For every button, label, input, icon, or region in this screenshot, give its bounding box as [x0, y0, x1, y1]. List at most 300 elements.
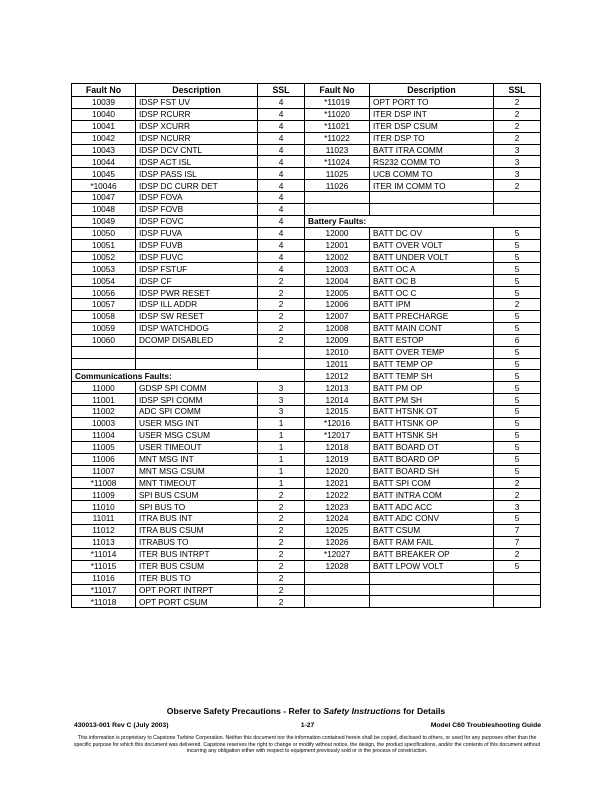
ssl-cell: 5	[494, 382, 541, 394]
fault-no-cell: 12028	[305, 560, 370, 572]
proprietary-notice: This information is proprietary to Capstone Turbine Corporation. Neither this document nor the information contained herein shall be copied, disclosed to others, or used for any purposes other than the specific purpose for which this document was delivered. Capstone reserves the right to change or modify without notice, the design, the product specifications, and/or the contents of this document without incurring any obligation either with respect to equipment previously sold or in the process of construction.	[73, 735, 541, 754]
ssl-cell: 4	[258, 132, 305, 144]
table-row	[72, 299, 541, 311]
ssl-cell: 4	[258, 97, 305, 109]
fault-no-cell: 11012	[72, 525, 136, 537]
ssl-cell	[258, 358, 305, 370]
fault-no-cell: 12025	[305, 525, 370, 537]
description-cell: IDSP CF	[136, 275, 258, 287]
page-number: 1-27	[300, 722, 315, 729]
description-cell: BATT BREAKER OP	[370, 548, 494, 560]
description-cell: IDSP FOVA	[136, 192, 258, 204]
ssl-cell	[258, 346, 305, 358]
fault-no-cell: *11015	[72, 560, 136, 572]
fault-no-cell: *12016	[305, 418, 370, 430]
ssl-cell: 5	[494, 406, 541, 418]
fault-no-cell: 12007	[305, 311, 370, 323]
fault-no-cell: 12024	[305, 513, 370, 525]
ssl-cell: 2	[258, 536, 305, 548]
description-cell: IDSP SW RESET	[136, 311, 258, 323]
fault-no-cell: *11024	[305, 156, 370, 168]
table-row	[72, 156, 541, 168]
description-cell	[136, 358, 258, 370]
ssl-cell: 5	[494, 453, 541, 465]
ssl-cell: 5	[494, 311, 541, 323]
description-cell: BATT SPI COM	[370, 477, 494, 489]
table-row	[72, 536, 541, 548]
ssl-cell: 2	[258, 548, 305, 560]
table-row	[72, 370, 541, 382]
description-cell: IDSP RCURR	[136, 108, 258, 120]
fault-no-cell: *11017	[72, 584, 136, 596]
fault-no-cell: 11002	[72, 406, 136, 418]
ssl-cell: 5	[494, 251, 541, 263]
description-cell: IDSP FSTUF	[136, 263, 258, 275]
table-body	[72, 97, 541, 608]
fault-no-cell: 10056	[72, 287, 136, 299]
ssl-cell: 2	[258, 275, 305, 287]
description-cell: GDSP SPI COMM	[136, 382, 258, 394]
description-cell: BATT RAM FAIL	[370, 536, 494, 548]
description-cell	[370, 192, 494, 204]
ssl-cell: 2	[258, 525, 305, 537]
description-cell: ADC SPI COMM	[136, 406, 258, 418]
fault-no-cell: 11026	[305, 180, 370, 192]
ssl-cell	[494, 584, 541, 596]
description-cell: SPI BUS TO	[136, 501, 258, 513]
fault-no-cell: 10003	[72, 418, 136, 430]
fault-no-cell: 12018	[305, 441, 370, 453]
description-cell	[370, 596, 494, 608]
description-cell: BATT INTRA COM	[370, 489, 494, 501]
table-row	[72, 180, 541, 192]
description-cell: BATT MAIN CONT	[370, 322, 494, 334]
description-cell: BATT ADC CONV	[370, 513, 494, 525]
fault-no-cell: 12014	[305, 394, 370, 406]
table-row	[72, 572, 541, 584]
description-cell: IDSP DCV CNTL	[136, 144, 258, 156]
ssl-cell: 3	[494, 501, 541, 513]
ssl-cell: 2	[494, 132, 541, 144]
guide-title: Model C60 Troubleshooting Guide	[430, 722, 541, 729]
fault-code-table	[71, 83, 541, 608]
table-row	[72, 596, 541, 608]
description-cell: IDSP WATCHDOG	[136, 322, 258, 334]
fault-no-cell: 10040	[72, 108, 136, 120]
ssl-cell: 5	[494, 239, 541, 251]
description-cell: BATT UNDER VOLT	[370, 251, 494, 263]
ssl-cell: 5	[494, 429, 541, 441]
ssl-cell: 5	[494, 287, 541, 299]
header-fault-no: Fault No	[305, 84, 370, 97]
table-row	[72, 204, 541, 216]
fault-no-cell: 10049	[72, 215, 136, 227]
description-cell: ITRA BUS INT	[136, 513, 258, 525]
ssl-cell: 4	[258, 251, 305, 263]
fault-no-cell: 12019	[305, 453, 370, 465]
ssl-cell	[494, 204, 541, 216]
description-cell: ITER BUS INTRPT	[136, 548, 258, 560]
ssl-cell: 5	[494, 227, 541, 239]
ssl-cell: 3	[494, 156, 541, 168]
ssl-cell: 2	[258, 311, 305, 323]
fault-no-cell: 11005	[72, 441, 136, 453]
table-row	[72, 322, 541, 334]
safety-instructions-ref: Safety Instructions	[323, 706, 401, 716]
table-row	[72, 382, 541, 394]
table-row	[72, 406, 541, 418]
ssl-cell: 2	[258, 513, 305, 525]
fault-no-cell: 12011	[305, 358, 370, 370]
fault-no-cell: 12012	[305, 370, 370, 382]
table-row	[72, 132, 541, 144]
description-cell: IDSP ILL ADDR	[136, 299, 258, 311]
ssl-cell: 5	[494, 465, 541, 477]
table-row	[72, 358, 541, 370]
table-row	[72, 513, 541, 525]
fault-no-cell: 11004	[72, 429, 136, 441]
ssl-cell: 5	[494, 513, 541, 525]
description-cell: BATT OVER TEMP	[370, 346, 494, 358]
table-row	[72, 346, 541, 358]
table-row	[72, 287, 541, 299]
fault-no-cell	[72, 358, 136, 370]
ssl-cell: 4	[258, 192, 305, 204]
description-cell: BATT ADC ACC	[370, 501, 494, 513]
description-cell: USER MSG INT	[136, 418, 258, 430]
table-row	[72, 429, 541, 441]
fault-no-cell: 11010	[72, 501, 136, 513]
ssl-cell: 2	[258, 572, 305, 584]
description-cell: BATT HTSNK OP	[370, 418, 494, 430]
description-cell: BATT OVER VOLT	[370, 239, 494, 251]
description-cell: IDSP FOVB	[136, 204, 258, 216]
ssl-cell: 7	[494, 525, 541, 537]
ssl-cell: 3	[258, 394, 305, 406]
fault-no-cell: 12013	[305, 382, 370, 394]
fault-no-cell: 10058	[72, 311, 136, 323]
description-cell: ITER DSP TO	[370, 132, 494, 144]
ssl-cell: 2	[258, 299, 305, 311]
table-row	[72, 227, 541, 239]
fault-no-cell: 11001	[72, 394, 136, 406]
safety-note	[0, 706, 612, 716]
fault-no-cell: 12002	[305, 251, 370, 263]
ssl-cell: 5	[494, 560, 541, 572]
table-row	[72, 239, 541, 251]
description-cell: BATT BOARD OT	[370, 441, 494, 453]
ssl-cell: 4	[258, 120, 305, 132]
description-cell	[370, 584, 494, 596]
table-row	[72, 263, 541, 275]
fault-no-cell: 10057	[72, 299, 136, 311]
fault-no-cell: 12015	[305, 406, 370, 418]
description-cell: BATT PM SH	[370, 394, 494, 406]
table-row	[72, 465, 541, 477]
description-cell: OPT PORT INTRPT	[136, 584, 258, 596]
fault-no-cell: 11000	[72, 382, 136, 394]
safety-note-tail: for Details	[400, 706, 446, 716]
ssl-cell: 2	[258, 322, 305, 334]
document-id: 430013-001 Rev C (July 2003)	[74, 722, 169, 729]
ssl-cell: 2	[258, 501, 305, 513]
fault-no-cell	[305, 192, 370, 204]
description-cell: OPT PORT CSUM	[136, 596, 258, 608]
ssl-cell: 4	[258, 168, 305, 180]
ssl-cell: 5	[494, 322, 541, 334]
table-row	[72, 501, 541, 513]
description-cell: BATT IPM	[370, 299, 494, 311]
fault-no-cell: 12005	[305, 287, 370, 299]
fault-no-cell: 11013	[72, 536, 136, 548]
table-row	[72, 489, 541, 501]
fault-no-cell: 11009	[72, 489, 136, 501]
description-cell: ITER DSP INT	[370, 108, 494, 120]
fault-no-cell: 10053	[72, 263, 136, 275]
description-cell: ITER IM COMM TO	[370, 180, 494, 192]
ssl-cell: 7	[494, 536, 541, 548]
fault-no-cell: 12026	[305, 536, 370, 548]
table-row	[72, 453, 541, 465]
header-description: Description	[136, 84, 258, 97]
fault-no-cell: 12010	[305, 346, 370, 358]
fault-no-cell: 10045	[72, 168, 136, 180]
description-cell: BATT HTSNK OT	[370, 406, 494, 418]
description-cell: BATT PRECHARGE	[370, 311, 494, 323]
ssl-cell: 2	[494, 120, 541, 132]
header-ssl: SSL	[258, 84, 305, 97]
fault-no-cell: 10039	[72, 97, 136, 109]
fault-no-cell: *11008	[72, 477, 136, 489]
description-cell: BATT HTSNK SH	[370, 429, 494, 441]
description-cell: DCOMP DISABLED	[136, 334, 258, 346]
fault-no-cell: *12027	[305, 548, 370, 560]
fault-no-cell: *10046	[72, 180, 136, 192]
description-cell: SPI BUS CSUM	[136, 489, 258, 501]
table-row	[72, 477, 541, 489]
ssl-cell: 2	[494, 299, 541, 311]
ssl-cell: 1	[258, 429, 305, 441]
fault-no-cell	[305, 572, 370, 584]
fault-no-cell: 12009	[305, 334, 370, 346]
description-cell: RS232 COMM TO	[370, 156, 494, 168]
table-row	[72, 215, 541, 227]
ssl-cell: 1	[258, 418, 305, 430]
ssl-cell: 2	[258, 584, 305, 596]
description-cell: BATT OC A	[370, 263, 494, 275]
fault-no-cell: 12022	[305, 489, 370, 501]
fault-no-cell: 10041	[72, 120, 136, 132]
table-header-row	[72, 84, 541, 97]
description-cell: IDSP PASS ISL	[136, 168, 258, 180]
description-cell: IDSP FUVA	[136, 227, 258, 239]
ssl-cell: 6	[494, 334, 541, 346]
table-row	[72, 120, 541, 132]
header-fault-no: Fault No	[72, 84, 136, 97]
ssl-cell: 5	[494, 358, 541, 370]
description-cell: IDSP NCURR	[136, 132, 258, 144]
header-ssl: SSL	[494, 84, 541, 97]
ssl-cell: 1	[258, 441, 305, 453]
description-cell: IDSP FOVC	[136, 215, 258, 227]
description-cell: IDSP DC CURR DET	[136, 180, 258, 192]
ssl-cell: 3	[258, 382, 305, 394]
ssl-cell: 3	[494, 144, 541, 156]
fault-no-cell: 10047	[72, 192, 136, 204]
table-row	[72, 108, 541, 120]
description-cell	[136, 346, 258, 358]
ssl-cell: 2	[494, 108, 541, 120]
fault-no-cell	[72, 346, 136, 358]
table-row	[72, 97, 541, 109]
ssl-cell: 5	[494, 263, 541, 275]
table-row	[72, 560, 541, 572]
ssl-cell: 5	[494, 346, 541, 358]
fault-no-cell: 11011	[72, 513, 136, 525]
fault-no-cell: 10048	[72, 204, 136, 216]
description-cell: USER TIMEOUT	[136, 441, 258, 453]
description-cell: BATT LPOW VOLT	[370, 560, 494, 572]
ssl-cell: 4	[258, 239, 305, 251]
fault-no-cell: 10060	[72, 334, 136, 346]
ssl-cell: 4	[258, 227, 305, 239]
description-cell: ITRA BUS CSUM	[136, 525, 258, 537]
description-cell: IDSP FUVC	[136, 251, 258, 263]
fault-no-cell: 12004	[305, 275, 370, 287]
description-cell: BATT ESTOP	[370, 334, 494, 346]
description-cell: IDSP ACT ISL	[136, 156, 258, 168]
fault-no-cell	[305, 584, 370, 596]
description-cell: BATT CSUM	[370, 525, 494, 537]
ssl-cell	[494, 596, 541, 608]
fault-no-cell: *11014	[72, 548, 136, 560]
description-cell	[370, 204, 494, 216]
table-row	[72, 168, 541, 180]
description-cell: MNT MSG INT	[136, 453, 258, 465]
fault-no-cell: 11006	[72, 453, 136, 465]
fault-no-cell: 12020	[305, 465, 370, 477]
fault-no-cell: 10044	[72, 156, 136, 168]
description-cell: UCB COMM TO	[370, 168, 494, 180]
description-cell: BATT TEMP OP	[370, 358, 494, 370]
description-cell: ITRABUS TO	[136, 536, 258, 548]
ssl-cell: 2	[494, 97, 541, 109]
ssl-cell: 2	[494, 180, 541, 192]
description-cell: IDSP PWR RESET	[136, 287, 258, 299]
description-cell: USER MSG CSUM	[136, 429, 258, 441]
ssl-cell: 2	[494, 548, 541, 560]
description-cell: BATT PM OP	[370, 382, 494, 394]
fault-no-cell: 10059	[72, 322, 136, 334]
description-cell: IDSP FST UV	[136, 97, 258, 109]
ssl-cell: 2	[258, 560, 305, 572]
table-row	[72, 441, 541, 453]
fault-no-cell	[305, 596, 370, 608]
fault-no-cell: 10050	[72, 227, 136, 239]
ssl-cell: 1	[258, 477, 305, 489]
fault-no-cell: 12000	[305, 227, 370, 239]
ssl-cell: 4	[258, 108, 305, 120]
ssl-cell: 2	[258, 489, 305, 501]
fault-no-cell: *11022	[305, 132, 370, 144]
ssl-cell: 2	[258, 334, 305, 346]
ssl-cell: 2	[494, 489, 541, 501]
table-row	[72, 525, 541, 537]
description-cell: IDSP FUVB	[136, 239, 258, 251]
fault-no-cell: 11007	[72, 465, 136, 477]
description-cell: ITER BUS CSUM	[136, 560, 258, 572]
ssl-cell: 3	[258, 406, 305, 418]
header-description: Description	[370, 84, 494, 97]
fault-no-cell: 11023	[305, 144, 370, 156]
fault-no-cell: 12023	[305, 501, 370, 513]
table-row	[72, 334, 541, 346]
ssl-cell: 4	[258, 144, 305, 156]
description-cell: MNT MSG CSUM	[136, 465, 258, 477]
ssl-cell: 3	[494, 168, 541, 180]
fault-no-cell: 10054	[72, 275, 136, 287]
description-cell: BATT OC C	[370, 287, 494, 299]
fault-no-cell: 12003	[305, 263, 370, 275]
ssl-cell: 4	[258, 180, 305, 192]
section-heading: Communications Faults:	[72, 370, 305, 382]
ssl-cell: 5	[494, 394, 541, 406]
description-cell: BATT ITRA COMM	[370, 144, 494, 156]
ssl-cell	[494, 572, 541, 584]
safety-note-text: Observe Safety Precautions - Refer to	[166, 706, 324, 716]
ssl-cell: 5	[494, 275, 541, 287]
table-row	[72, 192, 541, 204]
ssl-cell	[494, 192, 541, 204]
table-row	[72, 311, 541, 323]
section-heading: Battery Faults:	[305, 215, 541, 227]
fault-no-cell: *11018	[72, 596, 136, 608]
fault-no-cell: 12006	[305, 299, 370, 311]
fault-no-cell: *11019	[305, 97, 370, 109]
description-cell: BATT BOARD OP	[370, 453, 494, 465]
ssl-cell: 1	[258, 465, 305, 477]
fault-no-cell: 10043	[72, 144, 136, 156]
fault-no-cell: *12017	[305, 429, 370, 441]
fault-no-cell: 11025	[305, 168, 370, 180]
table-row	[72, 394, 541, 406]
ssl-cell: 5	[494, 370, 541, 382]
ssl-cell: 4	[258, 263, 305, 275]
table-row	[72, 275, 541, 287]
table-row	[72, 584, 541, 596]
table-row	[72, 144, 541, 156]
fault-no-cell: 12001	[305, 239, 370, 251]
fault-no-cell: *11020	[305, 108, 370, 120]
fault-no-cell: *11021	[305, 120, 370, 132]
description-cell: IDSP XCURR	[136, 120, 258, 132]
ssl-cell: 5	[494, 418, 541, 430]
description-cell: IDSP SPI COMM	[136, 394, 258, 406]
ssl-cell: 4	[258, 156, 305, 168]
description-cell: BATT OC B	[370, 275, 494, 287]
fault-no-cell: 12008	[305, 322, 370, 334]
description-cell: ITER DSP CSUM	[370, 120, 494, 132]
fault-no-cell	[305, 204, 370, 216]
fault-no-cell: 10051	[72, 239, 136, 251]
description-cell: BATT TEMP SH	[370, 370, 494, 382]
description-cell: ITER BUS TO	[136, 572, 258, 584]
ssl-cell: 4	[258, 204, 305, 216]
description-cell: OPT PORT TO	[370, 97, 494, 109]
ssl-cell: 2	[494, 477, 541, 489]
ssl-cell: 5	[494, 441, 541, 453]
description-cell	[370, 572, 494, 584]
